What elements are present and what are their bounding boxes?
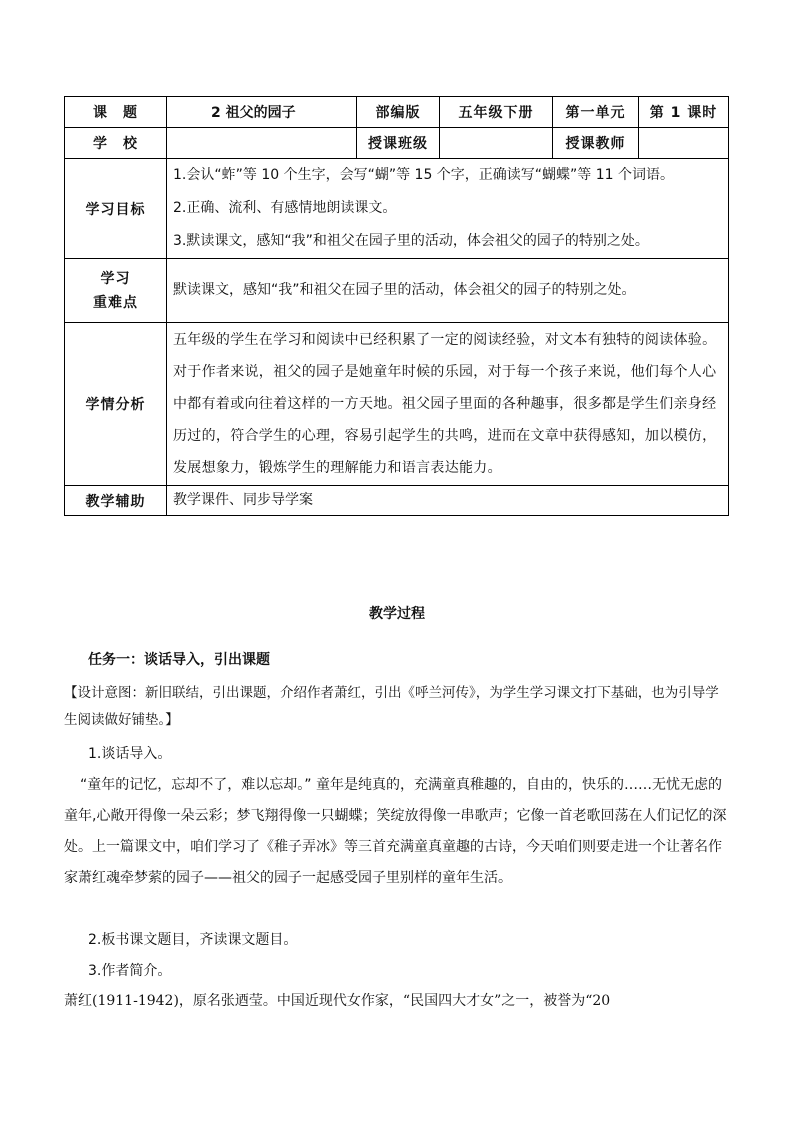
class-label: 授课班级 bbox=[357, 128, 440, 159]
difficulty-label-line2: 重难点 bbox=[93, 294, 138, 311]
goals-label: 学习目标 bbox=[65, 159, 167, 259]
difficulty-label bbox=[65, 259, 167, 323]
edition-cell: 部编版 bbox=[357, 97, 440, 128]
author-bio: 萧红(1911-1942)，原名张迺莹。中国近现代女作家，“民国四大才女”之一，被誉为“20 bbox=[64, 993, 611, 1009]
process-title: 教学过程 bbox=[369, 606, 425, 622]
school-label: 学 校 bbox=[65, 128, 167, 159]
course-title: 2 祖父的园子 bbox=[167, 97, 357, 128]
goal-item-3: 3.默读课文，感知“我”和祖父在园子里的活动，体会祖父的园子的特别之处。 bbox=[173, 233, 649, 249]
intro-paragraph: “童年的记忆，忘却不了，难以忘却。” 童年是纯真的，充满童真稚趣的，自由的，快乐的……无忧无虑的童年,心敞开得像一朵云彩；梦飞翔得像一只蝴蝶；笑绽放得像一串歌声；它像一首老歌回荡在人们记忆的深处。上一篇课文中，咱们学习了《稚子弄冰》等三首充满童真童趣的古诗，今天咱们则要走进一个让著名作家萧红魂牵梦萦的园子——祖父的园子一起感受园子里别样的童年生活。 bbox=[64, 777, 727, 886]
course-label: 课 题 bbox=[65, 97, 167, 128]
goal-item-1: 1.会认“蚱”等 10 个生字，会写“蝴”等 15 个字，正确读写“蝴蝶”等 11 个词语。 bbox=[173, 167, 675, 183]
goal-item-2: 2.正确、流利、有感情地朗读课文。 bbox=[173, 200, 397, 216]
table-row-difficulty bbox=[65, 259, 729, 323]
analysis-label: 学情分析 bbox=[65, 323, 167, 486]
table-row-title bbox=[65, 97, 729, 128]
school-value[interactable] bbox=[167, 128, 357, 159]
table-row-analysis bbox=[65, 323, 729, 486]
design-intent: 【设计意图：新旧联结，引出课题，介绍作者萧红，引出《呼兰河传》，为学生学习课文打下基础，也为引导学生阅读做好铺垫。】 bbox=[64, 685, 719, 728]
goals-list bbox=[167, 159, 729, 259]
class-value[interactable] bbox=[440, 128, 553, 159]
aids-text: 教学课件、同步导学案 bbox=[167, 486, 729, 516]
teacher-value[interactable] bbox=[639, 128, 729, 159]
table-row-aids bbox=[65, 486, 729, 516]
lesson-info-table bbox=[64, 96, 729, 516]
table-row-goals bbox=[65, 159, 729, 259]
lesson-cell: 第 1 课时 bbox=[639, 97, 729, 128]
analysis-text: 五年级的学生在学习和阅读中已经积累了一定的阅读经验，对文本有独特的阅读体验。对于作者来说，祖父的园子是她童年时候的乐园，对于每一个孩子来说，他们每个人心中都有着或向往着这样的一方天地。祖父园子里面的各种趣事，很多都是学生们亲身经历过的，符合学生的心理，容易引起学生的共鸣，进而在文章中获得感知，加以模仿，发展想象力，锻炼学生的理解能力和语言表达能力。 bbox=[167, 323, 729, 486]
step3-text: 3.作者简介。 bbox=[88, 963, 172, 979]
teacher-label: 授课教师 bbox=[553, 128, 639, 159]
task1-title: 任务一：谈话导入，引出课题 bbox=[88, 652, 270, 668]
aids-label: 教学辅助 bbox=[65, 486, 167, 516]
step2-text: 2.板书课文题目，齐读课文题目。 bbox=[88, 932, 298, 948]
step1-text: 1.谈话导入。 bbox=[88, 746, 172, 762]
table-row-school bbox=[65, 128, 729, 159]
grade-cell: 五年级下册 bbox=[440, 97, 553, 128]
difficulty-label-line1: 学习 bbox=[100, 270, 131, 287]
difficulty-text: 默读课文，感知“我”和祖父在园子里的活动，体会祖父的园子的特别之处。 bbox=[167, 259, 729, 323]
unit-cell: 第一单元 bbox=[553, 97, 639, 128]
